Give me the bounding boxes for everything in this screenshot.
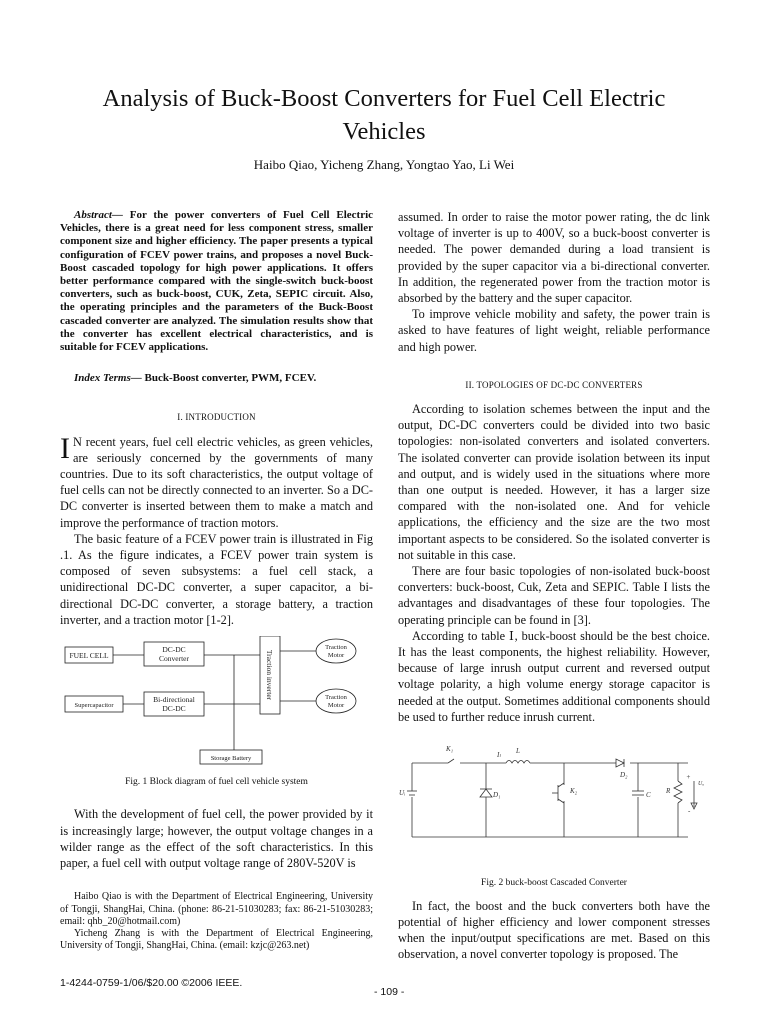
figure-1 <box>60 636 373 790</box>
fig1-dcdc-label-2: Converter <box>159 654 189 664</box>
intro-paragraph-1: I N recent years, fuel cell electric vehicles, as green vehicles, are seriously concerned by the governments of many countries. Due to its soft characteristics, the output voltage of fuel cells can not be directly connected to an inverter. So a DC-DC converter is inserted between them to make a match and improve the performance of traction motors. <box>60 431 373 530</box>
fig2-circuit-diagram <box>398 737 710 859</box>
fig2-r-label: R <box>666 787 671 796</box>
fig1-motor1-label-1: Traction <box>325 644 347 652</box>
fig2-caption: Fig. 2 buck-boost Cascaded Converter <box>481 878 627 889</box>
fig1-supercap-label: Supercapacitor <box>74 702 114 710</box>
fig1-motor2-label-2: Motor <box>327 702 345 710</box>
fig1-caption: Fig. 1 Block diagram of fuel cell vehicle system <box>125 777 308 788</box>
fig2-c-label: C <box>646 791 651 800</box>
abstract-label: Abstract— <box>74 209 123 221</box>
topologies-paragraph-3: According to table Ⅰ, buck-boost should be the best choice. It has the least components, the highest reliability. However, because of large inrush output current and reversed output voltage polarity, a high volume energy storage capacitor is needed at the output. Sometimes additional components should be used to further reduce inrush current. <box>398 628 710 724</box>
index-terms <box>60 372 373 385</box>
right-column <box>398 209 710 962</box>
index-terms-label: Index Terms— <box>74 372 142 385</box>
motor1-ellipse <box>316 639 356 663</box>
fig2-il-label: Iₗ <box>497 751 501 760</box>
right-paragraph-2: To improve vehicle mobility and safety, the power train is asked to have features of light weight, reliable performance and high power. <box>398 307 710 354</box>
fig2-ui-label: Uᵢ <box>399 789 406 798</box>
fig2-k1-label: K₁ <box>446 745 454 754</box>
fig2-plus-label: + <box>686 773 691 782</box>
left-column <box>60 209 373 952</box>
intro-paragraph-2: The basic feature of a FCEV power train is illustrated in Fig .1. As the figure indicates, a FCEV power train system is composed of seven subsystems: a fuel cell stack, a unidirectional DC-DC converter, a super capacitor, a bi-directional DC-DC converter, a storage battery, a traction inverter, and a traction motor [1-2]. <box>60 531 373 627</box>
intro-paragraph-3: With the development of fuel cell, the power provided by it is increasingly large; however, the output voltage changes in a wilder range as the effect of the soft characteristics. In this paper, a fuel cell with output voltage range of 280V-520V is <box>60 807 373 871</box>
right-paragraph-1: assumed. In order to raise the motor power rating, the dc link voltage of inverter is up to 400V, so a buck-boost converter is needed. The power demanded during a load transient is provided by the super capacitor via a bi-directional converter. In addition, the regenerated power from the traction motor is absorbed by the battery and the super capacitor. <box>398 210 710 306</box>
fig1-bidir-label-1: Bi-directional <box>153 695 195 705</box>
fig1-inverter-label: Traction inverter <box>265 649 274 701</box>
abstract-text: For the power converters of Fuel Cell Electric Vehicles, there is a great need for less component stress, smaller component size and higher efficiency. The paper presents a typical configuration of FCEV power trains, and proposes a novel Buck-Boost cascaded topology for high power applications. It offers better performance compared with the single-switch buck-boost converters, such as buck-boost, CUK, Zeta, SEPIC circuit. Also, the operating principles and the parameters of the Buck-Boost cascaded converter are analyzed. The simulation results show that the converter has excellent electrical characteristics, and is suitable for FCEV applications. <box>60 209 374 354</box>
fig1-motor2-label-1: Traction <box>325 694 347 702</box>
inductor-symbol <box>506 761 530 764</box>
topologies-paragraph-2: There are four basic topologies of non-isolated buck-boost converters: buck-boost, Cuk, Zeta and SEPIC. Table I lists the advantages and disadvantages of these four topologies. The operating principle can be found in [3]. <box>398 564 710 627</box>
fig1-dcdc-label-1: DC-DC <box>162 645 186 655</box>
motor2-ellipse <box>316 689 356 713</box>
fig2-k2-label: K₂ <box>570 787 578 796</box>
topologies-paragraph-1: According to isolation schemes between the input and the output, DC-DC converters could be divided into two basic topologies: non-isolated converters and isolated converters. The isolated converter can provide isolation between its input and output, and is widely used in the situations where more than one output is needed. However, it has a larger size compared with the non-isolated one. And for vehicle applications, the efficiency and the size are the two most important aspects to be considered. So the isolated converter is not suitable in this case. <box>398 402 710 562</box>
fig2-uo-label: Uₒ <box>698 781 705 788</box>
fig1-bidir-label-2: DC-DC <box>162 704 186 714</box>
fig1-block-diagram <box>60 636 373 768</box>
figure-2 <box>398 737 710 891</box>
section-heading-topologies: II. TOPOLOGIES OF DC-DC CONVERTERS <box>465 379 643 390</box>
footnote-author-2: Yicheng Zhang is with the Department of Electrical Engineering, University of Tongji, ShangHai, China. (email: kzjc@263.net) <box>60 927 373 952</box>
index-terms-text: Buck-Boost converter, PWM, FCEV. <box>144 372 317 385</box>
fig1-fuel-cell-label: FUEL CELL <box>69 651 109 661</box>
footnote-author-1: Haibo Qiao is with the Department of Electrical Engineering, University of Tongji, ShangHai, China. (phone: 86-21-51030283; fax: 86-21-51030283; email: qhb_20@hotmail.com) <box>60 891 373 927</box>
fig2-l-label: L <box>516 747 520 756</box>
fig2-d1-label: D₁ <box>493 791 501 800</box>
section-heading-introduction: I. INTRODUCTION <box>177 412 256 423</box>
fig2-minus-label: - <box>688 807 691 816</box>
paper-title: Analysis of Buck-Boost Converters for Fuel Cell Electric Vehicles <box>102 85 666 145</box>
resistor-symbol <box>674 781 682 803</box>
footnote <box>60 891 373 952</box>
abstract <box>60 209 373 354</box>
copyright-line: 1-4244-0759-1/06/$20.00 ©2006 IEEE. <box>60 977 243 989</box>
fig2-d2-label: D₂ <box>620 771 628 780</box>
page-number: - 109 - <box>374 986 405 998</box>
fig1-motor1-label-2: Motor <box>327 652 345 660</box>
right-paragraph-6: In fact, the boost and the buck converters both have the potential of higher efficiency and lower component stresses when the input/output specifications are met. Based on this observation, a novel converter topology is proposed. The <box>398 898 710 962</box>
fig1-battery-label: Storage Battery <box>210 755 252 763</box>
author-list: Haibo Qiao, Yicheng Zhang, Yongtao Yao, Li Wei <box>253 157 515 172</box>
dropcap: I <box>60 431 70 465</box>
